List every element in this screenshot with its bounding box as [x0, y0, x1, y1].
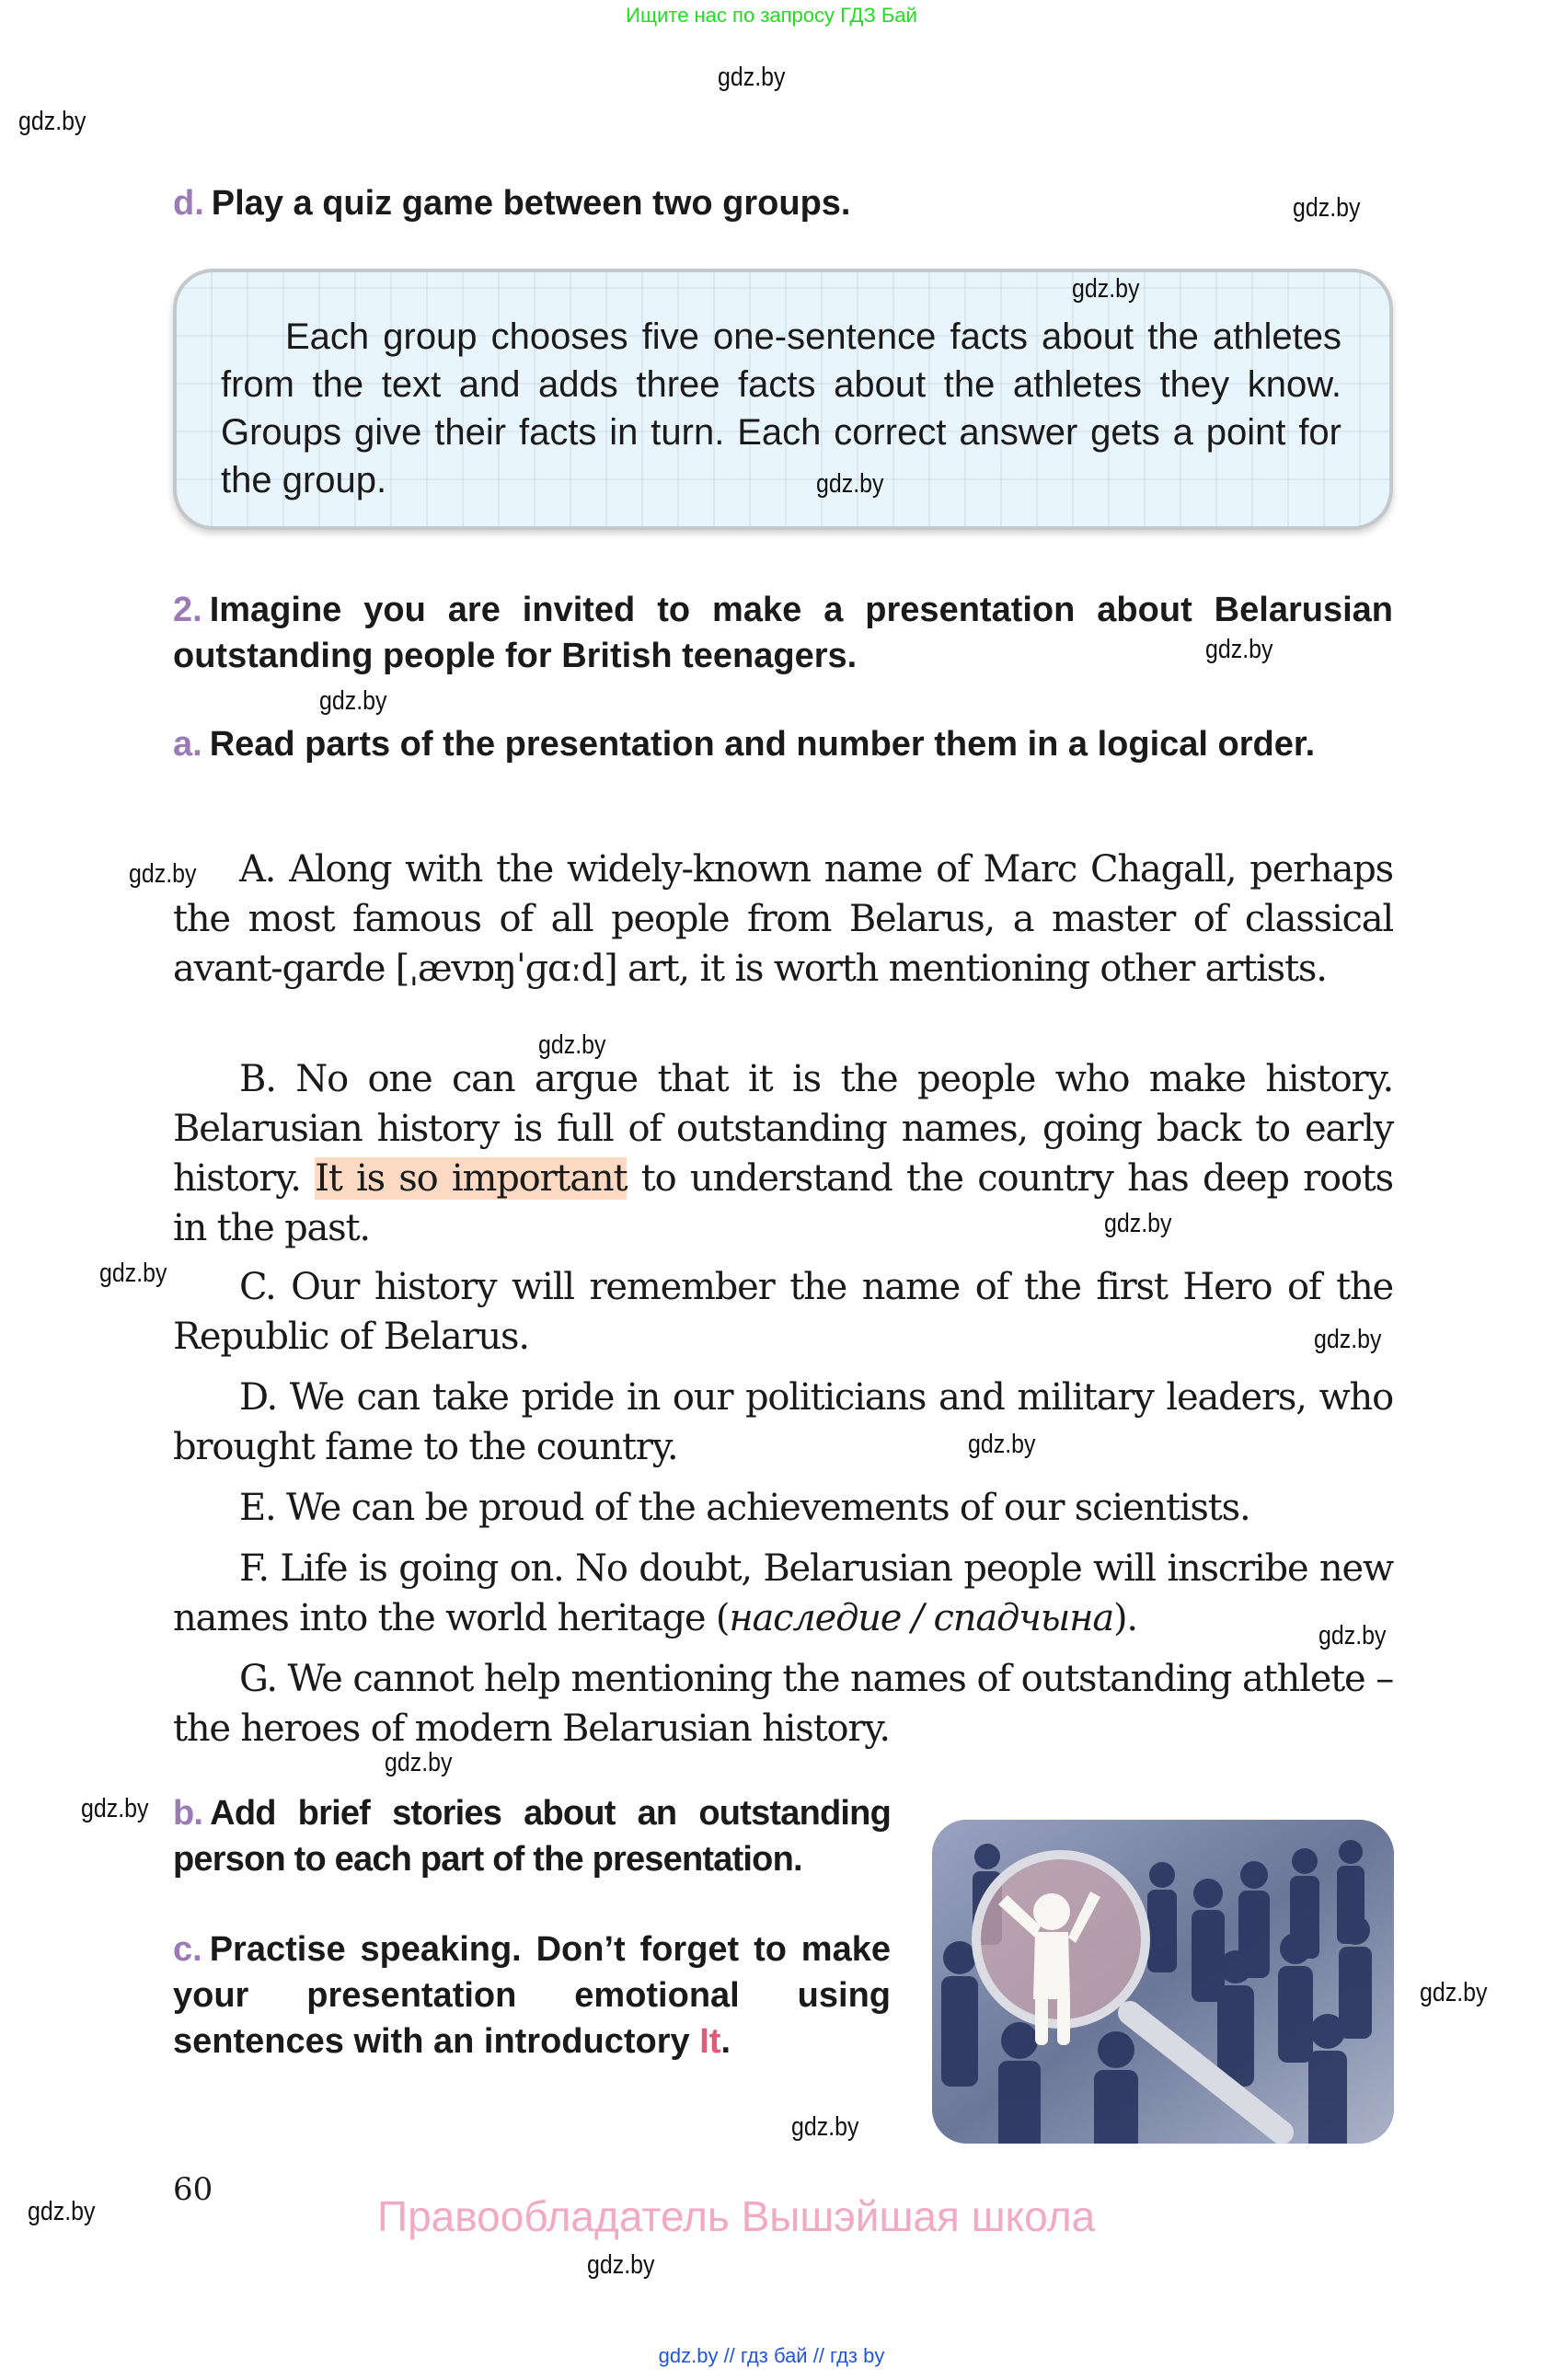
watermark: gdz.by [99, 1259, 167, 1288]
watermark: gdz.by [129, 859, 197, 889]
watermark: gdz.by [81, 1794, 149, 1823]
presentation-part-d [173, 1373, 1393, 1472]
top-search-banner: Ищите нас по запросу ГДЗ Бай [626, 4, 917, 27]
instruction-text [221, 313, 1341, 504]
task-text: Add brief stories about an outstanding person to each part of the presentation. [173, 1794, 891, 1879]
crowd-magnifier-icon [932, 1820, 1394, 2144]
task-text: Practise speaking. Don’t forget to make your presentation emotional using sentences with an introductory [173, 1930, 891, 2061]
task-text: Play a quiz game between two groups. [211, 184, 851, 223]
watermark: gdz.by [1314, 1325, 1382, 1354]
part-f-text-end: ). [1112, 1597, 1137, 1639]
watermark: gdz.by [968, 1430, 1036, 1459]
task-label: a. [173, 725, 202, 764]
task-text: Imagine you are invited to make a presentation about Belarusian outstanding people for British teenagers. [173, 591, 1393, 675]
task-label: c. [173, 1930, 202, 1969]
part-e-text: E. We can be proud of the achievements of our scientists. [239, 1487, 1250, 1529]
task-label: b. [173, 1794, 203, 1833]
task-b-heading [173, 1790, 891, 1882]
presentation-part-e [173, 1483, 1393, 1533]
watermark: gdz.by [791, 2112, 859, 2142]
watermark: gdz.by [1205, 635, 1273, 664]
highlighted-phrase: It is so important [315, 1157, 628, 1200]
introductory-it: It [699, 2022, 721, 2061]
watermark: gdz.by [587, 2250, 655, 2280]
bottom-site-banner[interactable]: gdz.by // гдз бай // гдз by [658, 2344, 885, 2367]
presentation-part-a [173, 845, 1393, 994]
watermark: gdz.by [1104, 1209, 1172, 1238]
presentation-part-b [173, 1054, 1393, 1253]
watermark: gdz.by [1420, 1978, 1488, 2007]
part-f-text: F. Life is going on. No doubt, Belarusian people will inscribe new names into the world heritage ( [173, 1547, 1393, 1639]
watermark: gdz.by [1072, 274, 1140, 304]
task-2a-heading [173, 721, 1393, 767]
watermark: gdz.by [816, 469, 884, 499]
presentation-part-f [173, 1544, 1393, 1643]
part-b-text-end: to understand the country has deep roots in the past. [173, 1157, 1393, 1249]
task-2-heading [173, 587, 1393, 679]
task-text-end: . [720, 2022, 731, 2061]
part-g-text: G. We cannot help mentioning the names of outstanding athlete – the heroes of modern Belarusian history. [173, 1658, 1393, 1750]
task-text: Read parts of the presentation and number them in a logical order. [209, 725, 1316, 764]
page-number: 60 [173, 2171, 213, 2208]
watermark: gdz.by [28, 2197, 96, 2226]
task-c-heading [173, 1926, 891, 2064]
watermark: gdz.by [18, 107, 86, 136]
watermark: gdz.by [1318, 1621, 1387, 1650]
part-b-text: B. No one can argue that it is the people who make history. Belarusian history is full of outstanding names, going back to early history. [173, 1058, 1393, 1200]
watermark: gdz.by [319, 686, 387, 716]
watermark: gdz.by [538, 1030, 606, 1060]
presentation-part-g [173, 1654, 1393, 1753]
watermark: gdz.by [385, 1748, 453, 1777]
part-d-text: D. We can take pride in our politicians and military leaders, who brought fame to the country. [173, 1376, 1393, 1468]
part-a-text: A. Along with the widely-known name of Marc Chagall, perhaps the most famous of all people from Belarus, a master of classical avant-garde [ˌævɒŋˈɡɑːd] art, it is worth mentioning other artists. [173, 848, 1393, 990]
copyright-notice: Правообладатель Вышэйшая школа [377, 2192, 1096, 2240]
watermark: gdz.by [718, 63, 786, 92]
task-label: 2. [173, 591, 202, 629]
part-c-text: C. Our history will remember the name of the first Hero of the Republic of Belarus. [173, 1266, 1393, 1358]
task-label: d. [173, 184, 204, 223]
instruction-body: Each group chooses five one-sentence facts about the athletes from the text and adds three facts about the athletes they know. Groups give their facts in turn. Each correct answer gets a point for the group. [221, 316, 1341, 500]
translation-italic: наследие / спадчына [729, 1597, 1113, 1639]
task-d-heading [173, 180, 1001, 226]
presentation-part-c [173, 1262, 1393, 1362]
watermark: gdz.by [1293, 193, 1361, 223]
magnifier-crowd-illustration [932, 1820, 1394, 2144]
